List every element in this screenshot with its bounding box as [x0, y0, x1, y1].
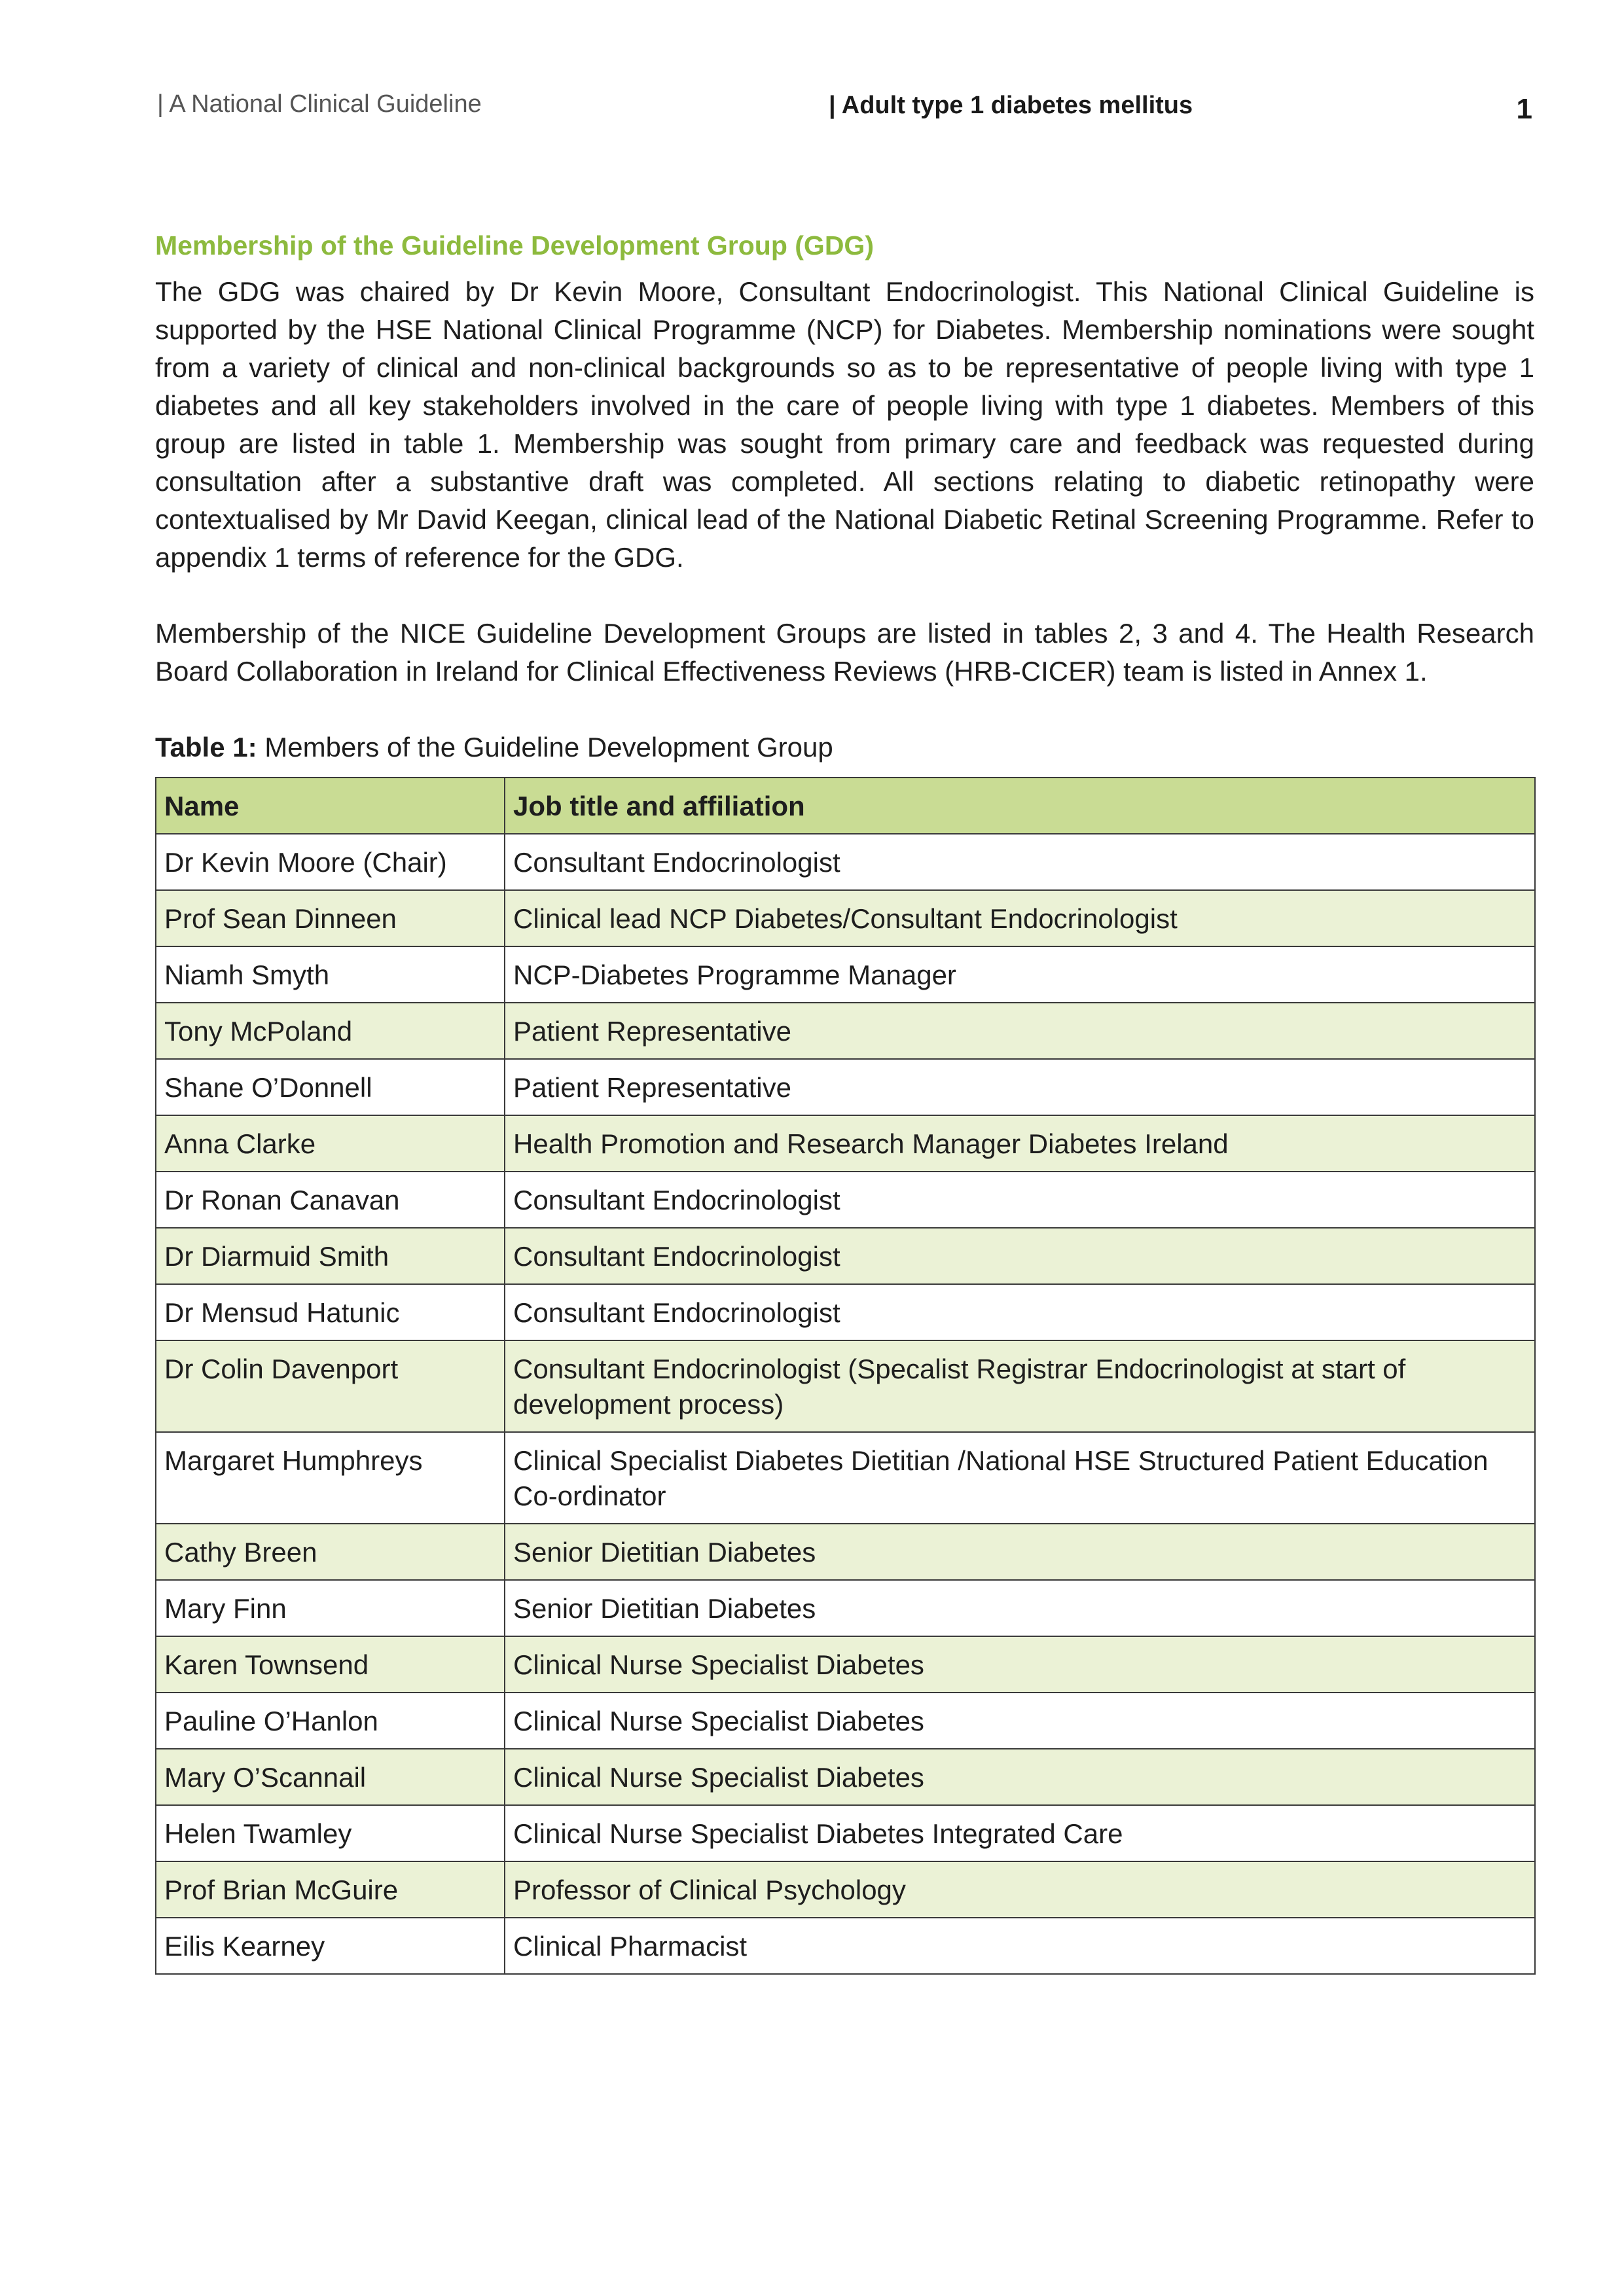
table-row	[156, 834, 1535, 890]
intro-paragraph: The GDG was chaired by Dr Kevin Moore, Consultant Endocrinologist. This National Clinical Guideline is supported by the HSE National Clinical Programme (NCP) for Diabetes. Membership nominations were sought from a variety of clinical and non-clinical backgrounds so as to be representative of people living with type 1 diabetes and all key stakeholders involved in the care of people living with type 1 diabetes. Members of this group are listed in table 1. Membership was sought from primary care and feedback was requested during consultation after a substantive draft was completed. All sections relating to diabetic retinopathy were contextualised by Mr David Keegan, clinical lead of the National Diabetic Retinal Screening Programme. Refer to appendix 1 terms of reference for the GDG.	[155, 276, 1534, 573]
running-header-left: | A National Clinical Guideline	[157, 90, 482, 118]
table-row	[156, 1003, 1535, 1059]
table-row	[156, 1059, 1535, 1115]
member-name: Margaret Humphreys	[156, 1432, 505, 1524]
table-row	[156, 1805, 1535, 1861]
table-row	[156, 1172, 1535, 1228]
member-role: Consultant Endocrinologist	[505, 1284, 1535, 1340]
page-number: 1	[1516, 93, 1532, 125]
table-row	[156, 946, 1535, 1003]
member-name: Dr Mensud Hatunic	[156, 1284, 505, 1340]
member-role: Clinical Pharmacist	[505, 1918, 1535, 1974]
table-row	[156, 1636, 1535, 1693]
member-name: Eilis Kearney	[156, 1918, 505, 1974]
member-name: Dr Kevin Moore (Chair)	[156, 834, 505, 890]
table-row	[156, 1693, 1535, 1749]
member-name: Karen Townsend	[156, 1636, 505, 1693]
member-role: Clinical Nurse Specialist Diabetes	[505, 1693, 1535, 1749]
member-role: Patient Representative	[505, 1059, 1535, 1115]
member-name: Pauline O’Hanlon	[156, 1693, 505, 1749]
member-name: Anna Clarke	[156, 1115, 505, 1172]
member-role: Consultant Endocrinologist	[505, 834, 1535, 890]
table-row	[156, 890, 1535, 946]
table-row	[156, 1861, 1535, 1918]
member-role: Clinical Specialist Diabetes Dietitian /National HSE Structured Patient Education Co-ordinator	[505, 1432, 1535, 1524]
member-role: Consultant Endocrinologist (Specalist Registrar Endocrinologist at start of development process)	[505, 1340, 1535, 1432]
member-name: Tony McPoland	[156, 1003, 505, 1059]
member-role: Clinical Nurse Specialist Diabetes Integrated Care	[505, 1805, 1535, 1861]
running-header-title: | Adult type 1 diabetes mellitus	[829, 92, 1193, 119]
table-caption-label: Table 1:	[155, 732, 257, 762]
table-row	[156, 1228, 1535, 1284]
table-row	[156, 1524, 1535, 1580]
members-table	[155, 777, 1536, 1975]
section-title: Membership of the Guideline Development Group (GDG)	[155, 230, 874, 260]
member-name: Mary O’Scannail	[156, 1749, 505, 1805]
member-name: Prof Sean Dinneen	[156, 890, 505, 946]
member-role: Professor of Clinical Psychology	[505, 1861, 1535, 1918]
member-name: Dr Diarmuid Smith	[156, 1228, 505, 1284]
member-name: Niamh Smyth	[156, 946, 505, 1003]
member-role: Patient Representative	[505, 1003, 1535, 1059]
member-role: Consultant Endocrinologist	[505, 1172, 1535, 1228]
column-header-job-title: Job title and affiliation	[505, 778, 1535, 834]
table-row	[156, 1115, 1535, 1172]
table-row	[156, 1432, 1535, 1524]
table-row	[156, 1340, 1535, 1432]
member-role: Senior Dietitian Diabetes	[505, 1524, 1535, 1580]
member-role: Clinical Nurse Specialist Diabetes	[505, 1636, 1535, 1693]
member-name: Dr Ronan Canavan	[156, 1172, 505, 1228]
table-row	[156, 1749, 1535, 1805]
table-row	[156, 1918, 1535, 1974]
member-name: Cathy Breen	[156, 1524, 505, 1580]
nice-membership-paragraph: Membership of the NICE Guideline Development Groups are listed in tables 2, 3 and 4. The Health Research Board Collaboration in Ireland for Clinical Effectiveness Reviews (HRB-CICER) team is listed in Annex 1.	[155, 618, 1534, 687]
table-caption-text: Members of the Guideline Development Group	[257, 732, 833, 762]
column-header-name: Name	[156, 778, 505, 834]
member-role: NCP-Diabetes Programme Manager	[505, 946, 1535, 1003]
table-row	[156, 1580, 1535, 1636]
member-role: Senior Dietitian Diabetes	[505, 1580, 1535, 1636]
table-caption	[155, 728, 1534, 766]
member-name: Dr Colin Davenport	[156, 1340, 505, 1432]
member-name: Prof Brian McGuire	[156, 1861, 505, 1918]
table-header-row	[156, 778, 1535, 834]
page-content	[155, 226, 1534, 1975]
member-role: Clinical lead NCP Diabetes/Consultant Endocrinologist	[505, 890, 1535, 946]
table-row	[156, 1284, 1535, 1340]
member-name: Shane O’Donnell	[156, 1059, 505, 1115]
member-name: Helen Twamley	[156, 1805, 505, 1861]
member-role: Consultant Endocrinologist	[505, 1228, 1535, 1284]
member-name: Mary Finn	[156, 1580, 505, 1636]
member-role: Clinical Nurse Specialist Diabetes	[505, 1749, 1535, 1805]
member-role: Health Promotion and Research Manager Diabetes Ireland	[505, 1115, 1535, 1172]
